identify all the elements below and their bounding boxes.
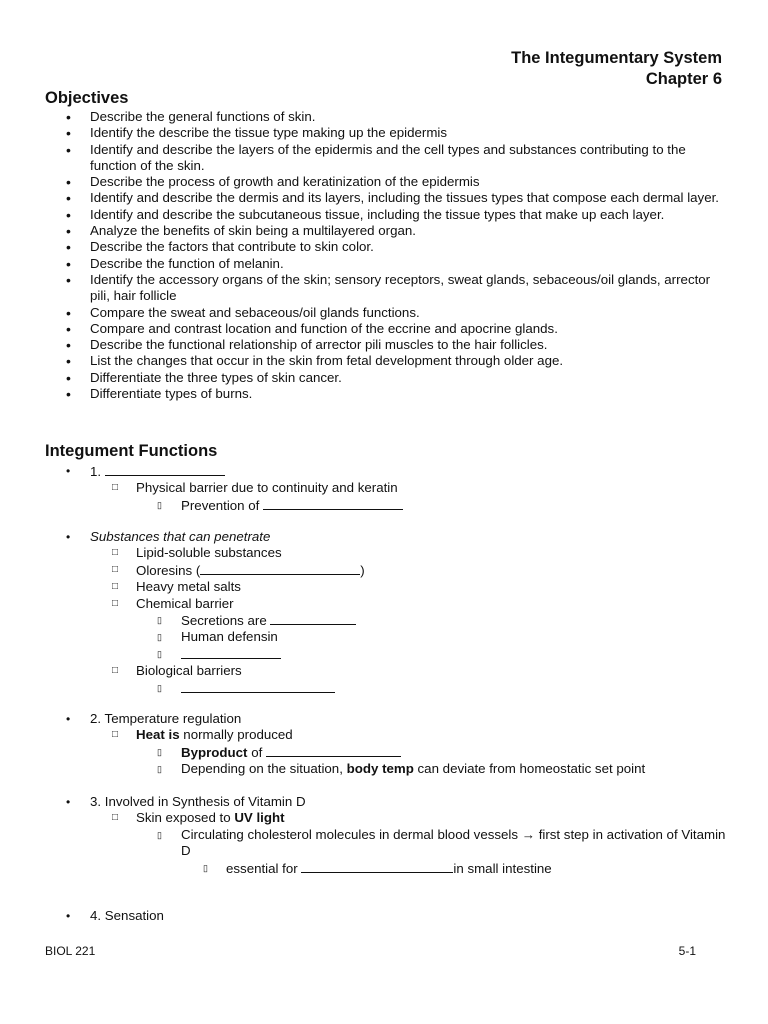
objective-item: • Compare the sweat and sebaceous/oil glands functions. [66, 305, 726, 321]
objective-item: • Identify and describe the dermis and its layers, including the tissues types that compose each dermal layer. [66, 190, 726, 206]
biological-barriers-item: □ Biological barriers [66, 663, 726, 679]
objective-item: • Differentiate types of burns. [66, 386, 726, 402]
blank-item [66, 646, 726, 663]
blank-line [301, 860, 453, 873]
penetrate-item: • Substances that can penetrate [66, 529, 726, 545]
objective-item: • Identify and describe the subcutaneous tissue, including the tissue types that make up each layer. [66, 207, 726, 223]
heat-item: □ Heat is normally produced [66, 727, 726, 743]
function-1-item: • 1. [66, 463, 726, 480]
blank-line [181, 680, 335, 693]
footer-page-number: 5-1 [678, 944, 696, 958]
body-temp-item: ▯ Depending on the situation, body temp can deviate from homeostatic set point [66, 761, 726, 777]
objective-item: • Identify the describe the tissue type making up the epidermis [66, 125, 726, 141]
objective-item: • Describe the factors that contribute to skin color. [66, 239, 726, 255]
function-4-block [66, 908, 726, 924]
objective-item: • Describe the functional relationship of arrector pili muscles to the hair follicles. [66, 337, 726, 353]
blank-line [200, 562, 360, 575]
heavy-metal-item: □ Heavy metal salts [66, 579, 726, 595]
cholesterol-item: ▯ Circulating cholesterol molecules in dermal blood vessels → first step in activation of Vitamin D [66, 827, 726, 860]
objective-item: • Describe the process of growth and keratinization of the epidermis [66, 174, 726, 190]
objectives-list [66, 109, 726, 402]
byproduct-item: ▯ Byproduct of [66, 744, 726, 761]
blank-line [270, 612, 356, 625]
lipid-soluble-item: □ Lipid-soluble substances [66, 545, 726, 561]
function-3-item: • 3. Involved in Synthesis of Vitamin D [66, 794, 726, 810]
oloresins-item: □ Oloresins ( ) [66, 562, 726, 579]
objectives-heading: Objectives [45, 89, 129, 107]
function-2-block [66, 711, 726, 778]
functions-heading: Integument Functions [45, 442, 218, 460]
objective-item: • Describe the function of melanin. [66, 256, 726, 272]
function-2-item: • 2. Temperature regulation [66, 711, 726, 727]
chapter-label: Chapter 6 [645, 70, 722, 88]
blank-item [66, 680, 726, 697]
objective-item: • Identify the accessory organs of the skin; sensory receptors, sweat glands, sebaceous/oil glands, arrector pili, hair follicle [66, 272, 726, 305]
secretions-item: ▯ Secretions are [66, 612, 726, 629]
function-1-block [66, 463, 726, 514]
physical-barrier-item: □ Physical barrier due to continuity and keratin [66, 480, 726, 496]
objective-item: • Compare and contrast location and function of the eccrine and apocrine glands. [66, 321, 726, 337]
chemical-barrier-item: □ Chemical barrier [66, 596, 726, 612]
objective-item: • Analyze the benefits of skin being a multilayered organ. [66, 223, 726, 239]
uv-light-item: □ Skin exposed to UV light [66, 810, 726, 826]
defensin-item: ▯ Human defensin [66, 629, 726, 645]
penetrate-block [66, 529, 726, 697]
function-3-block [66, 794, 726, 877]
objective-item: • Differentiate the three types of skin cancer. [66, 370, 726, 386]
blank-line [181, 646, 281, 659]
blank-line [105, 463, 225, 476]
blank-line [263, 497, 403, 510]
objective-item: • Describe the general functions of skin. [66, 109, 726, 125]
footer-course: BIOL 221 [45, 944, 96, 958]
document-title-block [511, 48, 722, 90]
blank-line [266, 744, 401, 757]
prevention-item: ▯ Prevention of [66, 497, 726, 514]
function-4-item: • 4. Sensation [66, 908, 726, 924]
document-title: The Integumentary System [511, 49, 722, 67]
essential-item: ▯ essential for in small intestine [66, 860, 726, 877]
objective-item: • Identify and describe the layers of the epidermis and the cell types and substances contributing to the function of the skin. [66, 142, 726, 175]
objective-item: • List the changes that occur in the skin from fetal development through older age. [66, 353, 726, 369]
